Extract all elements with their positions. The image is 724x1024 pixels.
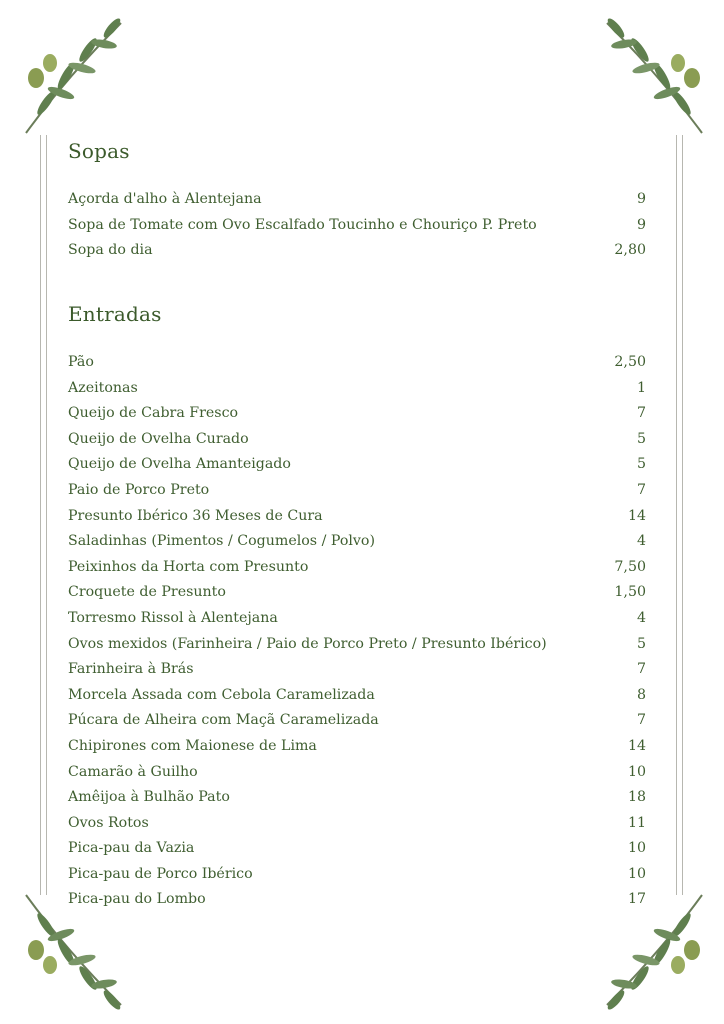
item-price: 4	[636, 609, 646, 626]
item-name: Sopa do dia	[68, 242, 153, 259]
menu-item	[68, 555, 646, 581]
item-price: 10	[627, 840, 646, 857]
item-price: 7	[636, 661, 646, 678]
item-price: 18	[627, 789, 646, 806]
item-price: 7,50	[614, 558, 646, 575]
item-name: Ovos mexidos (Farinheira / Paio de Porco Preto / Presunto Ibérico)	[68, 635, 547, 652]
section-title-sopas: Sopas	[68, 139, 130, 163]
item-name: Torresmo Rissol à Alentejana	[68, 609, 278, 626]
item-price: 9	[636, 216, 646, 233]
item-price: 1,50	[614, 584, 646, 601]
item-price: 1	[636, 379, 646, 396]
item-price: 8	[636, 686, 646, 703]
olive-branch-icon	[592, 8, 722, 138]
menu-item	[68, 836, 646, 862]
item-name: Camarão à Guilho	[68, 763, 198, 780]
item-name: Queijo de Ovelha Curado	[68, 430, 249, 447]
section-title-entradas: Entradas	[68, 302, 162, 326]
olive-branch-top-left	[6, 8, 136, 138]
olive-branch-top-right	[592, 8, 722, 138]
menu-item	[68, 213, 646, 239]
item-price: 10	[627, 763, 646, 780]
menu-item	[68, 862, 646, 888]
item-price: 7	[636, 405, 646, 422]
menu-item	[68, 427, 646, 453]
item-price: 14	[627, 507, 646, 524]
item-name: Queijo de Ovelha Amanteigado	[68, 456, 291, 473]
item-price: 17	[627, 891, 646, 908]
item-price: 2,80	[614, 242, 646, 259]
item-name: Púcara de Alheira com Maçã Caramelizada	[68, 712, 379, 729]
item-name: Azeitonas	[68, 379, 138, 396]
item-name: Queijo de Cabra Fresco	[68, 405, 239, 422]
menu-item	[68, 606, 646, 632]
item-name: Ovos Rotos	[68, 814, 149, 831]
item-name: Sopa de Tomate com Ovo Escalfado Toucinho e Chouriço P. Preto	[68, 216, 537, 233]
menu-item	[68, 683, 646, 709]
item-name: Peixinhos da Horta com Presunto	[68, 558, 309, 575]
item-price: 5	[636, 430, 646, 447]
menu-item	[68, 187, 646, 213]
item-name: Farinheira à Brás	[68, 661, 194, 678]
item-name: Paio de Porco Preto	[68, 481, 210, 498]
entradas-list	[68, 350, 646, 913]
item-price: 11	[627, 814, 646, 831]
item-name: Amêijoa à Bulhão Pato	[68, 789, 230, 806]
frame-line-left-outer	[40, 135, 41, 895]
item-price: 4	[636, 533, 646, 550]
item-price: 5	[636, 635, 646, 652]
item-name: Chipirones com Maionese de Lima	[68, 737, 317, 754]
menu-item	[68, 529, 646, 555]
item-price: 14	[627, 737, 646, 754]
item-name: Croquete de Presunto	[68, 584, 226, 601]
item-price: 2,50	[614, 354, 646, 370]
item-name: Açorda d'alho à Alentejana	[68, 191, 262, 207]
frame-line-right-outer	[682, 135, 683, 895]
menu-item	[68, 657, 646, 683]
menu-item	[68, 734, 646, 760]
item-price: 5	[636, 456, 646, 473]
menu-item	[68, 785, 646, 811]
sopas-list	[68, 187, 646, 264]
item-name: Presunto Ibérico 36 Meses de Cura	[68, 507, 323, 524]
item-price: 7	[636, 481, 646, 498]
item-name: Morcela Assada com Cebola Caramelizada	[68, 686, 375, 703]
menu-item	[68, 760, 646, 786]
frame-line-right-inner	[676, 135, 677, 895]
menu-item	[68, 632, 646, 658]
item-name: Pica-pau do Lombo	[68, 891, 206, 908]
menu-item	[68, 376, 646, 402]
item-price: 10	[627, 865, 646, 882]
menu-item	[68, 350, 646, 376]
menu-item	[68, 452, 646, 478]
item-price: 7	[636, 712, 646, 729]
menu-item	[68, 887, 646, 913]
menu-item	[68, 401, 646, 427]
item-name: Saladinhas (Pimentos / Cogumelos / Polvo)	[68, 533, 376, 550]
menu-item	[68, 478, 646, 504]
olive-branch-icon	[6, 8, 136, 138]
menu-item	[68, 708, 646, 734]
item-name: Pica-pau da Vazia	[68, 840, 195, 857]
frame-line-left-inner	[46, 135, 47, 895]
item-name: Pica-pau de Porco Ibérico	[68, 865, 253, 882]
menu-item	[68, 504, 646, 530]
menu-item	[68, 238, 646, 264]
item-name: Pão	[68, 354, 94, 370]
menu-item	[68, 811, 646, 837]
menu-item	[68, 580, 646, 606]
item-price: 9	[636, 191, 646, 207]
